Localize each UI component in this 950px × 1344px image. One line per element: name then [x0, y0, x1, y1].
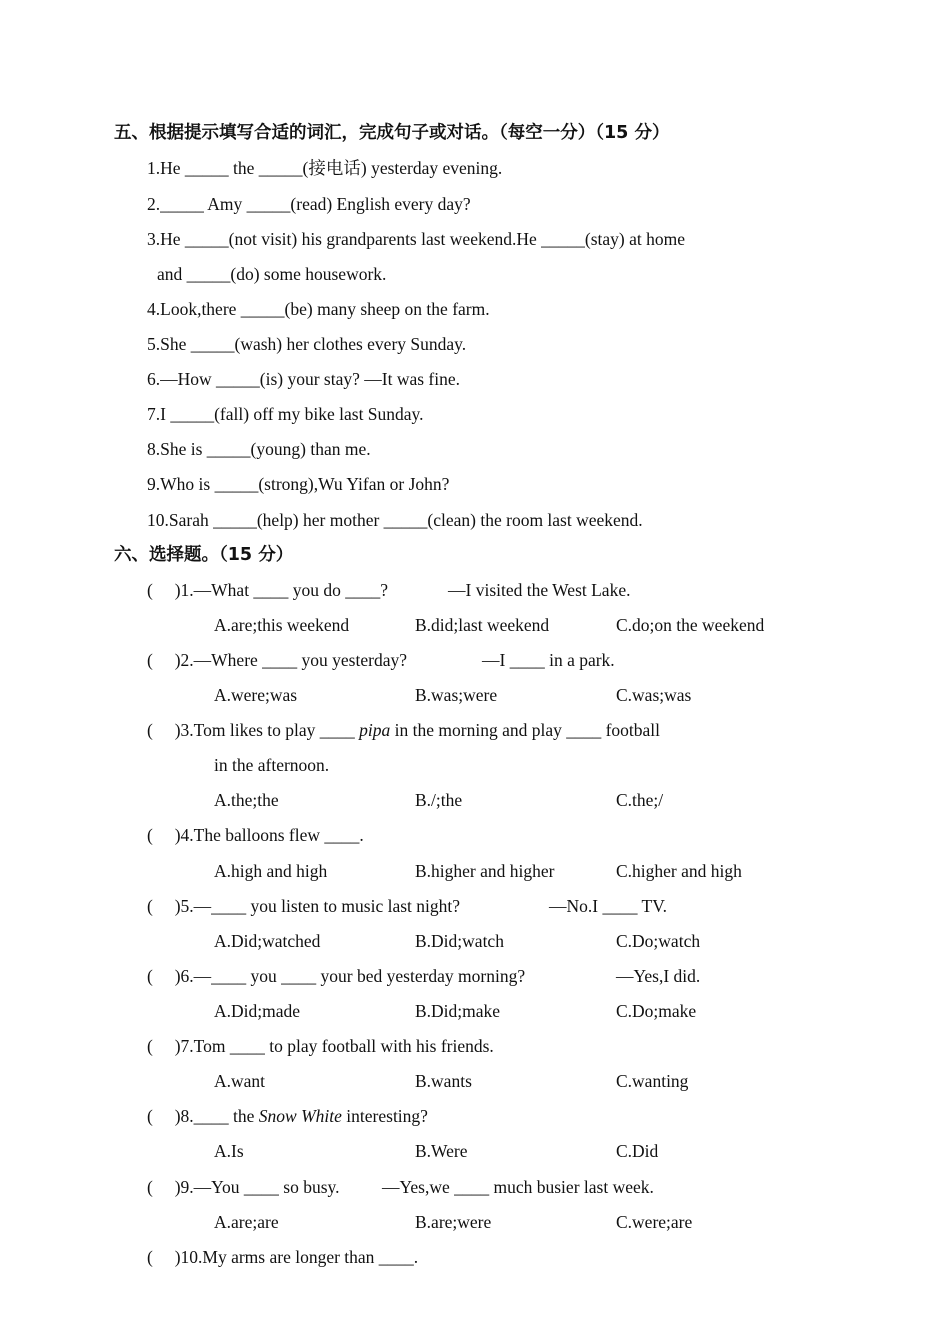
s5-item-7: 7.I _____(fall) off my bike last Sunday.	[147, 404, 424, 424]
s5-item-5: 5.She _____(wash) her clothes every Sunday.	[147, 334, 467, 354]
q7-option-c: C.wanting	[616, 1071, 689, 1091]
q3-stem-line2: in the afternoon.	[214, 755, 330, 775]
q4-option-a: A.high and high	[214, 861, 328, 881]
q10-stem: ( )10.My arms are longer than ____.	[147, 1247, 419, 1267]
s5-item-2: 2._____ Amy _____(read) English every day?	[147, 194, 471, 214]
q5-option-c: C.Do;watch	[616, 931, 701, 951]
s5-item-3: 3.He _____(not visit) his grandparents last weekend.He _____(stay) at home	[147, 229, 685, 249]
q4-option-b: B.higher and higher	[415, 861, 555, 881]
q5-reply: —No.I ____ TV.	[549, 896, 667, 916]
q3-stem	[147, 719, 660, 741]
q2-option-a: A.were;was	[214, 685, 298, 705]
q2-stem: ( )2.—Where ____ you yesterday?	[147, 650, 407, 670]
q9-stem: ( )9.—You ____ so busy.	[147, 1177, 340, 1197]
q3-stem-emphasis: pipa	[359, 720, 391, 740]
q5-option-a: A.Did;watched	[214, 931, 321, 951]
q1-reply: —I visited the West Lake.	[448, 580, 631, 600]
q3-option-c: C.the;/	[616, 790, 664, 810]
q8-stem-emphasis: Snow White	[258, 1106, 342, 1126]
section6-heading: 六、选择题。（15 分）	[114, 545, 294, 565]
q9-reply: —Yes,we ____ much busier last week.	[382, 1177, 654, 1197]
q3-stem-post: in the morning and play ____ football	[390, 720, 661, 740]
q9-option-a: A.are;are	[214, 1212, 279, 1232]
s5-item-6: 6.—How _____(is) your stay? —It was fine.	[147, 369, 461, 389]
q6-stem: ( )6.—____ you ____ your bed yesterday morning?	[147, 966, 526, 986]
section5-heading: 五、根据提示填写合适的词汇，完成句子或对话。（每空一分）（15 分）	[114, 123, 670, 143]
q6-reply: —Yes,I did.	[616, 966, 701, 986]
q4-option-c: C.higher and high	[616, 861, 742, 881]
q2-option-b: B.was;were	[415, 685, 498, 705]
q9-option-b: B.are;were	[415, 1212, 492, 1232]
q3-option-a: A.the;the	[214, 790, 279, 810]
q7-stem: ( )7.Tom ____ to play football with his friends.	[147, 1036, 494, 1056]
q1-option-a: A.are;this weekend	[214, 615, 350, 635]
s5-item-9: 9.Who is _____(strong),Wu Yifan or John?	[147, 474, 450, 494]
q8-option-b: B.Were	[415, 1141, 468, 1161]
s5-item-3-cont: and _____(do) some housework.	[157, 264, 387, 284]
q5-option-b: B.Did;watch	[415, 931, 504, 951]
q6-option-a: A.Did;made	[214, 1001, 301, 1021]
q4-stem: ( )4.The balloons flew ____.	[147, 825, 364, 845]
s5-item-10: 10.Sarah _____(help) her mother _____(clean) the room last weekend.	[147, 510, 643, 530]
q8-stem	[147, 1105, 428, 1127]
q2-option-c: C.was;was	[616, 685, 692, 705]
q5-stem: ( )5.—____ you listen to music last night?	[147, 896, 461, 916]
q3-option-b: B./;the	[415, 790, 463, 810]
q7-option-a: A.want	[214, 1071, 266, 1091]
q3-stem-pre: ( )3.Tom likes to play ____	[147, 720, 360, 740]
s5-item-1: 1.He _____ the _____(接电话) yesterday evening.	[147, 158, 503, 178]
q8-option-c: C.Did	[616, 1141, 659, 1161]
s5-item-4: 4.Look,there _____(be) many sheep on the farm.	[147, 299, 490, 319]
q7-option-b: B.wants	[415, 1071, 472, 1091]
q2-reply: —I ____ in a park.	[482, 650, 615, 670]
q1-stem: ( )1.—What ____ you do ____?	[147, 580, 389, 600]
q8-stem-post: interesting?	[341, 1106, 428, 1126]
q6-option-b: B.Did;make	[415, 1001, 501, 1021]
s5-item-8: 8.She is _____(young) than me.	[147, 439, 371, 459]
q9-option-c: C.were;are	[616, 1212, 693, 1232]
q8-stem-pre: ( )8.____ the	[147, 1106, 259, 1126]
q8-option-a: A.Is	[214, 1141, 244, 1161]
q1-option-b: B.did;last weekend	[415, 615, 550, 635]
q6-option-c: C.Do;make	[616, 1001, 697, 1021]
q1-option-c: C.do;on the weekend	[616, 615, 765, 635]
